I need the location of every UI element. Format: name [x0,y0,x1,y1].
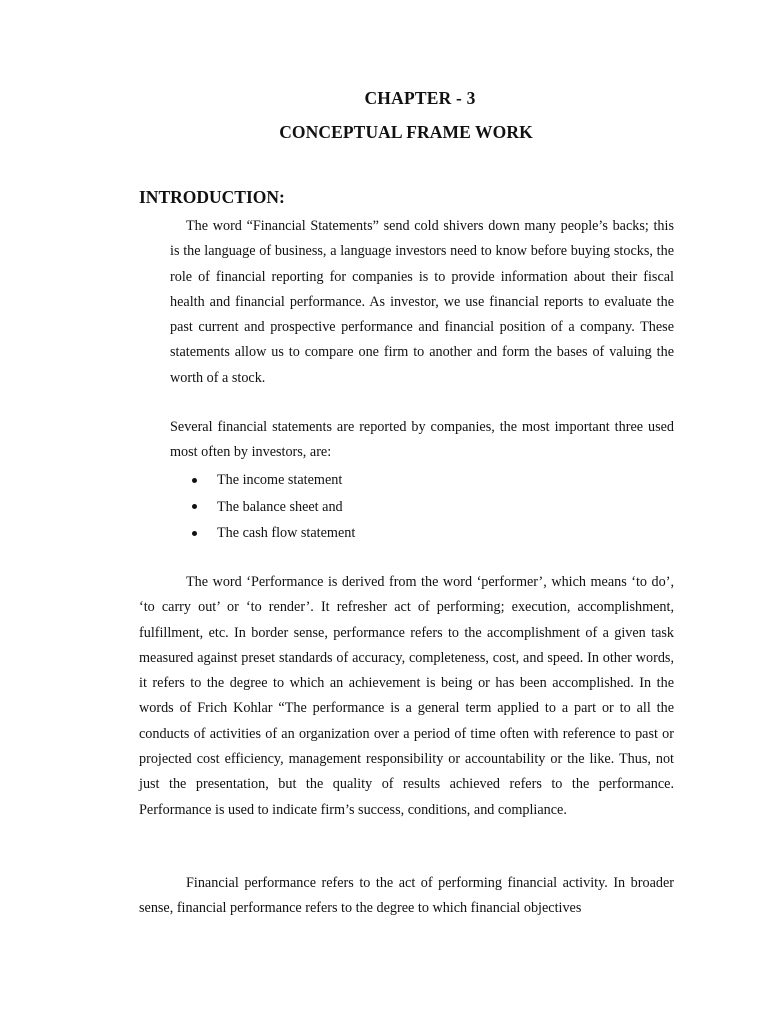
chapter-number: CHAPTER - 3 [364,88,476,108]
bullet-icon [192,478,197,483]
list-item-label: The cash flow statement [217,525,356,541]
financial-statements-list [192,467,355,547]
bullet-icon [192,531,197,536]
list-item-label: The income statement [217,472,343,488]
list-item [192,467,355,494]
section-heading-introduction: INTRODUCTION: [139,187,285,207]
paragraph-performance-definition: The word ‘Performance is derived from the word ‘performer’, which means ‘to do’, ‘to carry out’ or ‘to render’. It refresher act of performing; execution, accomplishment, fulfillment, etc. In border sense, performance refers to the accomplishment of a given task measured against preset standards of accuracy, completeness, cost, and speed. In other words, it refers to the degree to which an achievement is being or has been accomplished. In the words of Frich Kohlar “The performance is a general term applied to a part or to all the conducts of activities of an organization over a period of time often with reference to past or projected cost efficiency, management responsibility or accountability or the like. Thus, not just the presentation, but the quality of results achieved refers to the performance. Performance is used to indicate firm’s success, conditions, and compliance. [139,574,674,818]
list-item [192,520,355,547]
list-item [192,494,355,521]
paragraph-financial-statements: The word “Financial Statements” send cold shivers down many people’s backs; this is the language of business, a language investors need to know before buying stocks, the role of financial reporting for companies is to provide information about their fiscal health and financial performance. As investor, we use financial reports to evaluate the past current and prospective performance and financial position of a company. These statements allow us to compare one firm to another and form the bases of valuing the worth of a stock. [170,218,674,386]
bullet-icon [192,504,197,509]
chapter-title: CONCEPTUAL FRAME WORK [279,122,533,142]
paragraph-financial-performance: Financial performance refers to the act of performing financial activity. In broader sense, financial performance refers to the degree to which financial objectives [139,875,674,917]
paragraph-statements-list-intro: Several financial statements are reported by companies, the most important three used most often by investors, are: [170,419,674,461]
list-item-label: The balance sheet and [217,498,343,515]
